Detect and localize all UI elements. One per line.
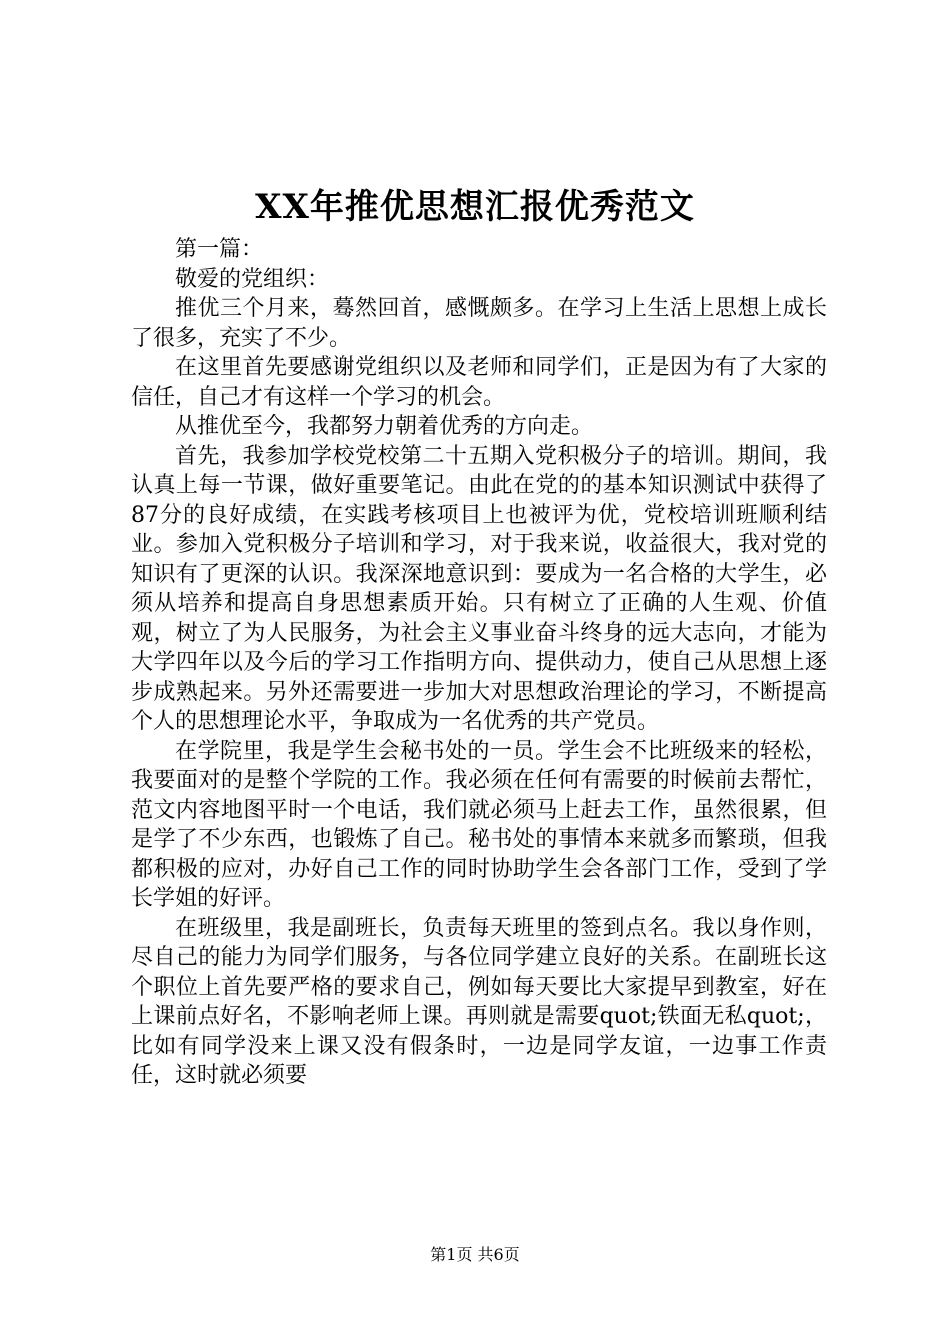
paragraph: 首先，我参加学校党校第二十五期入党积极分子的培训。期间，我认真上每一节课，做好重要笔记。由此在党的的基本知识测试中获得了87分的良好成绩，在实践考核项目上也被评为优，党校培训班顺利结业。参加入党积极分子培训和学习，对于我来说，收益很大，我对党的知识有了更深的认识。我深深地意识到：要成为一名合格的大学生，必须从培养和提高自身思想素质开始。只有树立了正确的人生观、价值观，树立了为人民服务，为社会主义事业奋斗终身的远大志向，才能为大学四年以及今后的学习工作指明方向、提供动力，使自己从思想上逐步成熟起来。另外还需要进一步加大对思想政治理论的学习，不断提高个人的思想理论水平，争取成为一名优秀的共产党员。 <box>131 443 827 734</box>
paragraph: 在学院里，我是学生会秘书处的一员。学生会不比班级来的轻松，我要面对的是整个学院的工作。我必须在任何有需要的时候前去帮忙，范文内容地图平时一个电话，我们就必须马上赶去工作，虽然很累，但是学了不少东西，也锻炼了自己。秘书处的事情本来就多而繁琐，但我都积极的应对，办好自己工作的同时协助学生会各部门工作，受到了学长学姐的好评。 <box>131 738 827 911</box>
document-body <box>131 235 827 1091</box>
paragraph: 在班级里，我是副班长，负责每天班里的签到点名。我以身作则，尽自己的能力为同学们服务，与各位同学建立良好的关系。在副班长这个职位上首先要严格的要求自己，例如每天要比大家提早到教室，好在上课前点好名，不影响老师上课。再则就是需要quot;铁面无私quot;，比如有同学没来上课又没有假条时，一边是同学友谊，一边事工作责任，这时就必须要 <box>131 915 827 1088</box>
paragraph: 推优三个月来，蓦然回首，感慨颇多。在学习上生活上思想上成长了很多，充实了不少。 <box>131 296 827 351</box>
paragraph: 在这里首先要感谢党组织以及老师和同学们，正是因为有了大家的信任，自己才有这样一个学习的机会。 <box>131 355 827 410</box>
paragraph-heading: 第一篇： <box>175 237 264 262</box>
paragraph: 从推优至今，我都努力朝着优秀的方向走。 <box>175 414 594 439</box>
page-footer: 第1页 共6页 <box>430 1245 520 1264</box>
paragraph-salutation: 敬爱的党组织： <box>175 266 330 292</box>
document-title: XX年推优思想汇报优秀范文 <box>255 187 695 227</box>
